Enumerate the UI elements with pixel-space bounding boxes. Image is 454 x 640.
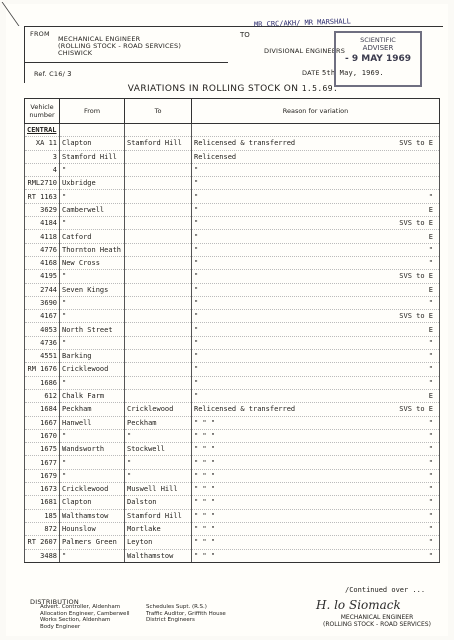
reason-text: " <box>194 392 199 401</box>
to-handwritten-note: MR CRC/AKH/ MR MARSHALL <box>253 17 352 29</box>
to-recipient: DIVISIONAL ENGINEERS <box>264 47 346 55</box>
table-row <box>25 403 440 416</box>
signature: H. lo Siomack <box>316 598 401 612</box>
cell-vehicle: 4195 <box>25 270 60 283</box>
cell-vehicle: 1681 <box>25 496 60 509</box>
table-row <box>25 522 440 535</box>
reason-text: " " " <box>194 498 216 507</box>
cell-reason <box>192 203 440 216</box>
distribution-item: Schedules Supt. (R.S.) <box>146 604 207 610</box>
variation-code: " <box>428 511 433 520</box>
reason-text: Relicensed <box>194 152 237 161</box>
from-line: (ROLLING STOCK - ROAD SERVICES) <box>58 42 182 50</box>
variation-code: " <box>428 338 433 347</box>
table-row <box>25 509 440 522</box>
reason-text: " <box>194 312 199 321</box>
reason-text: " <box>194 299 199 307</box>
cell-reason <box>192 536 440 549</box>
reason-text: " " " <box>194 458 216 467</box>
from-label: FROM <box>30 30 50 38</box>
ref-label: Ref. C16/ <box>34 70 65 78</box>
cell-from: Hanwell <box>60 416 125 429</box>
reason-text: " <box>194 285 199 294</box>
cell-from: " <box>60 217 125 230</box>
cell-reason <box>192 429 440 442</box>
table-row <box>25 549 440 562</box>
cell-from: Clapton <box>60 496 125 509</box>
cell-to: Peckham <box>125 416 192 429</box>
cell-vehicle: 2744 <box>25 283 60 296</box>
title-date: 1.5.69. <box>301 84 339 93</box>
variations-table <box>24 98 440 563</box>
cell-to <box>125 203 192 216</box>
variation-code: " <box>428 485 433 494</box>
cell-to <box>125 230 192 243</box>
reason-text: Relicensed & transferred <box>194 405 296 414</box>
cell-reason <box>192 256 440 269</box>
cell-reason <box>192 376 440 389</box>
table-row <box>25 389 440 402</box>
section-label: CENTRAL <box>25 124 60 137</box>
from-address <box>58 36 181 57</box>
cell-from: Cricklewood <box>60 483 125 496</box>
cell-reason <box>192 336 440 349</box>
cell-vehicle: 4167 <box>25 310 60 323</box>
cell-reason <box>192 283 440 296</box>
cell-reason <box>192 509 440 522</box>
variation-code: " <box>428 245 433 254</box>
stamp-line: ADVISER <box>362 44 394 52</box>
table-row <box>25 283 440 296</box>
cell-from: " <box>60 270 125 283</box>
reason-text: " <box>194 166 199 175</box>
stamp-date: - 9 MAY 1969 <box>344 54 412 64</box>
cell-from: North Street <box>60 323 125 336</box>
table-row <box>25 416 440 429</box>
table-row <box>25 243 440 256</box>
distribution-item: Advert. Controller, Aldenham <box>40 604 121 610</box>
table-row <box>25 137 440 150</box>
reason-text: " <box>194 232 199 241</box>
cell-vehicle: 612 <box>25 389 60 402</box>
reason-text: " <box>194 325 199 334</box>
reason-text: " <box>194 219 199 228</box>
reference <box>34 70 72 78</box>
column-header-to: To <box>125 99 192 124</box>
cell-to: Leyton <box>125 536 192 549</box>
variation-code: SVS to E <box>399 219 433 228</box>
distribution-item: Works Section, Aldenham <box>40 617 111 623</box>
cell-vehicle: 3629 <box>25 203 60 216</box>
section-row <box>25 124 440 137</box>
reason-text: " " " <box>194 418 216 427</box>
cell-reason <box>192 243 440 256</box>
reason-text: " " " <box>194 471 216 480</box>
column-header-vehicle: Vehicle number <box>25 99 60 124</box>
signature-role-line: (ROLLING STOCK - ROAD SERVICES) <box>323 621 431 628</box>
reason-text: " <box>194 245 199 254</box>
table-row <box>25 350 440 363</box>
cell-vehicle: 1667 <box>25 416 60 429</box>
reason-text: " " " <box>194 551 216 560</box>
cell-from: Catford <box>60 230 125 243</box>
reason-text: " " " <box>194 445 216 454</box>
reason-text: " <box>194 272 199 281</box>
cell-from: Uxbridge <box>60 177 125 190</box>
cell-to <box>125 389 192 402</box>
cell-from: Thornton Heath <box>60 243 125 256</box>
distribution-item: Body Engineer <box>40 623 81 630</box>
cell-from: " <box>60 376 125 389</box>
cell-from: Clapton <box>60 137 125 150</box>
distribution-list-left <box>40 604 130 630</box>
date-label: DATE <box>302 69 320 77</box>
cell-reason <box>192 416 440 429</box>
variation-code: E <box>428 285 433 294</box>
cell-to <box>125 283 192 296</box>
continued-note: /Continued over ... <box>345 586 426 594</box>
table-row <box>25 310 440 323</box>
reason-text: " " " <box>194 538 216 547</box>
cell-to <box>125 243 192 256</box>
cell-vehicle: 1684 <box>25 403 60 416</box>
distribution-item: District Engineers <box>146 617 195 623</box>
cell-reason <box>192 350 440 363</box>
variation-code: " <box>428 538 433 547</box>
cell-from: Palmers Green <box>60 536 125 549</box>
cell-to: Stamford Hill <box>125 509 192 522</box>
cell-to: Cricklewood <box>125 403 192 416</box>
cell-vehicle: RML2710 <box>25 177 60 190</box>
cell-reason <box>192 150 440 163</box>
table-row <box>25 376 440 389</box>
table-row <box>25 323 440 336</box>
ref-value: 3 <box>67 70 72 78</box>
cell-reason <box>192 296 440 309</box>
cell-reason <box>192 137 440 150</box>
cell-vehicle: 1686 <box>25 376 60 389</box>
table-row <box>25 203 440 216</box>
cell-vehicle: RT 2607 <box>25 536 60 549</box>
variation-code: " <box>428 471 433 480</box>
reason-text: " <box>194 338 199 347</box>
reason-text: " " " <box>194 485 216 494</box>
variation-code: " <box>428 352 433 361</box>
cell-vehicle: 1670 <box>25 429 60 442</box>
distribution-list-right <box>146 604 226 624</box>
table-row <box>25 256 440 269</box>
cell-vehicle: 185 <box>25 509 60 522</box>
cell-from: " <box>60 310 125 323</box>
cell-to <box>125 310 192 323</box>
cell-to <box>125 163 192 176</box>
cell-to <box>125 217 192 230</box>
variation-code: " <box>428 192 433 201</box>
cell-vehicle: 1673 <box>25 483 60 496</box>
variation-code: " <box>428 551 433 560</box>
cell-from: " <box>60 163 125 176</box>
variation-code: " <box>428 299 433 307</box>
cell-reason <box>192 496 440 509</box>
cell-to <box>125 177 192 190</box>
cell-reason <box>192 270 440 283</box>
table-row <box>25 469 440 482</box>
cell-from: Wandsworth <box>60 443 125 456</box>
cell-from: Chalk Farm <box>60 389 125 402</box>
reason-text: " <box>194 205 199 214</box>
cell-from: Camberwell <box>60 203 125 216</box>
cell-to <box>125 256 192 269</box>
cell-from: New Cross <box>60 256 125 269</box>
table-row <box>25 496 440 509</box>
distribution-item: Allocation Engineer, Camberwell <box>40 610 130 617</box>
variation-code: SVS to E <box>399 272 433 281</box>
variation-code: E <box>428 392 433 401</box>
cell-reason <box>192 323 440 336</box>
table-row <box>25 536 440 549</box>
reason-text: " " " <box>194 431 216 440</box>
cell-vehicle: 4 <box>25 163 60 176</box>
cell-reason <box>192 217 440 230</box>
cell-to <box>125 336 192 349</box>
cell-vehicle: 3 <box>25 150 60 163</box>
cell-reason <box>192 363 440 376</box>
cell-reason <box>192 469 440 482</box>
variation-code: " <box>428 458 433 467</box>
cell-vehicle: 4168 <box>25 256 60 269</box>
variation-code: " <box>428 431 433 440</box>
cell-reason <box>192 483 440 496</box>
variation-code: " <box>428 525 433 534</box>
variation-code: " <box>428 445 433 454</box>
cell-vehicle: 4184 <box>25 217 60 230</box>
cell-vehicle: 1675 <box>25 443 60 456</box>
cell-vehicle: 4776 <box>25 243 60 256</box>
cell-to <box>125 376 192 389</box>
table-row <box>25 443 440 456</box>
cell-to: Walthamstow <box>125 549 192 562</box>
cell-vehicle: 1677 <box>25 456 60 469</box>
from-line: MECHANICAL ENGINEER <box>58 35 141 43</box>
cell-from: " <box>60 469 125 482</box>
cell-reason <box>192 403 440 416</box>
cell-reason <box>192 230 440 243</box>
cell-reason <box>192 163 440 176</box>
variation-code: " <box>428 259 433 268</box>
cell-from: Seven Kings <box>60 283 125 296</box>
cell-vehicle: XA 11 <box>25 137 60 150</box>
cell-from: " <box>60 296 125 309</box>
cell-to <box>125 150 192 163</box>
table-row <box>25 363 440 376</box>
cell-vehicle: 3488 <box>25 549 60 562</box>
variation-code: SVS to E <box>399 405 433 414</box>
title-text: VARIATIONS IN ROLLING STOCK ON <box>127 84 299 94</box>
cell-from: " <box>60 336 125 349</box>
cell-to <box>125 190 192 203</box>
cell-from: Stamford Hill <box>60 150 125 163</box>
cell-reason <box>192 522 440 535</box>
cell-vehicle: 4053 <box>25 323 60 336</box>
table-row <box>25 163 440 176</box>
cell-to: " <box>125 429 192 442</box>
cell-from: Hounslow <box>60 522 125 535</box>
table-row <box>25 230 440 243</box>
reason-text: " " " <box>194 525 216 534</box>
reason-text: " <box>194 192 199 201</box>
cell-from: " <box>60 190 125 203</box>
stamp-line: SCIENTIFIC <box>360 36 396 44</box>
distribution-label: DISTRIBUTION <box>30 598 79 606</box>
cell-from: Barking <box>60 350 125 363</box>
cell-vehicle: RT 1163 <box>25 190 60 203</box>
table-row <box>25 217 440 230</box>
table-row <box>25 429 440 442</box>
cell-to: Stamford Hill <box>125 137 192 150</box>
header-divider <box>24 62 228 63</box>
variation-code: " <box>428 498 433 507</box>
cell-from: Cricklewood <box>60 363 125 376</box>
cell-to <box>125 270 192 283</box>
cell-from: Peckham <box>60 403 125 416</box>
table-row <box>25 456 440 469</box>
table-row <box>25 190 440 203</box>
variation-code: " <box>428 365 433 374</box>
cell-from: Walthamstow <box>60 509 125 522</box>
cell-to <box>125 363 192 376</box>
reason-text: " <box>194 259 199 268</box>
variation-code: SVS to E <box>399 139 433 148</box>
variation-code: E <box>428 325 433 334</box>
cell-to: Muswell Hill <box>125 483 192 496</box>
cell-from: " <box>60 456 125 469</box>
table-header-row <box>25 99 440 124</box>
cell-to <box>125 323 192 336</box>
cell-vehicle: 4118 <box>25 230 60 243</box>
date-value: 5th May, 1969. <box>322 69 384 77</box>
cell-reason <box>192 549 440 562</box>
table-row <box>25 336 440 349</box>
cell-reason <box>192 310 440 323</box>
cell-to: " <box>125 456 192 469</box>
cell-reason <box>192 177 440 190</box>
column-header-reason: Reason for variation <box>192 99 440 124</box>
document-title <box>24 84 442 94</box>
signature-role <box>316 614 438 628</box>
cell-vehicle: 4551 <box>25 350 60 363</box>
cell-reason <box>192 456 440 469</box>
reason-text: " <box>194 352 199 361</box>
cell-to <box>125 350 192 363</box>
cell-reason <box>192 443 440 456</box>
cell-reason <box>192 389 440 402</box>
cell-vehicle: RM 1676 <box>25 363 60 376</box>
table-row <box>25 150 440 163</box>
variation-code: E <box>428 205 433 214</box>
variation-code: E <box>428 232 433 241</box>
reason-text: " " " <box>194 511 216 520</box>
reason-text: " <box>194 179 199 188</box>
cell-vehicle: 1679 <box>25 469 60 482</box>
reason-text: " <box>194 365 199 374</box>
cell-to: Dalston <box>125 496 192 509</box>
cell-from: " <box>60 429 125 442</box>
cell-to <box>125 296 192 309</box>
cell-from: " <box>60 549 125 562</box>
cell-vehicle: 3690 <box>25 296 60 309</box>
variation-code: " <box>428 378 433 387</box>
cell-vehicle: 872 <box>25 522 60 535</box>
cell-reason <box>192 190 440 203</box>
signature-role-line: MECHANICAL ENGINEER <box>340 614 414 621</box>
cell-to: Stockwell <box>125 443 192 456</box>
cell-to: " <box>125 469 192 482</box>
table-row <box>25 270 440 283</box>
variation-code: " <box>428 418 433 427</box>
reason-text: Relicensed & transferred <box>194 139 296 148</box>
column-header-from: From <box>60 99 125 124</box>
table-body <box>25 124 440 563</box>
table-row <box>25 177 440 190</box>
cell-vehicle: 4736 <box>25 336 60 349</box>
received-stamp <box>334 31 422 87</box>
variation-code: SVS to E <box>399 312 433 321</box>
table-row <box>25 296 440 309</box>
table-row <box>25 483 440 496</box>
cell-to: Mortlake <box>125 522 192 535</box>
from-line: CHISWICK <box>58 49 93 57</box>
to-label: TO <box>240 31 250 39</box>
distribution-item: Traffic Auditor, Griffith House <box>146 610 226 617</box>
reason-text: " <box>194 378 199 387</box>
